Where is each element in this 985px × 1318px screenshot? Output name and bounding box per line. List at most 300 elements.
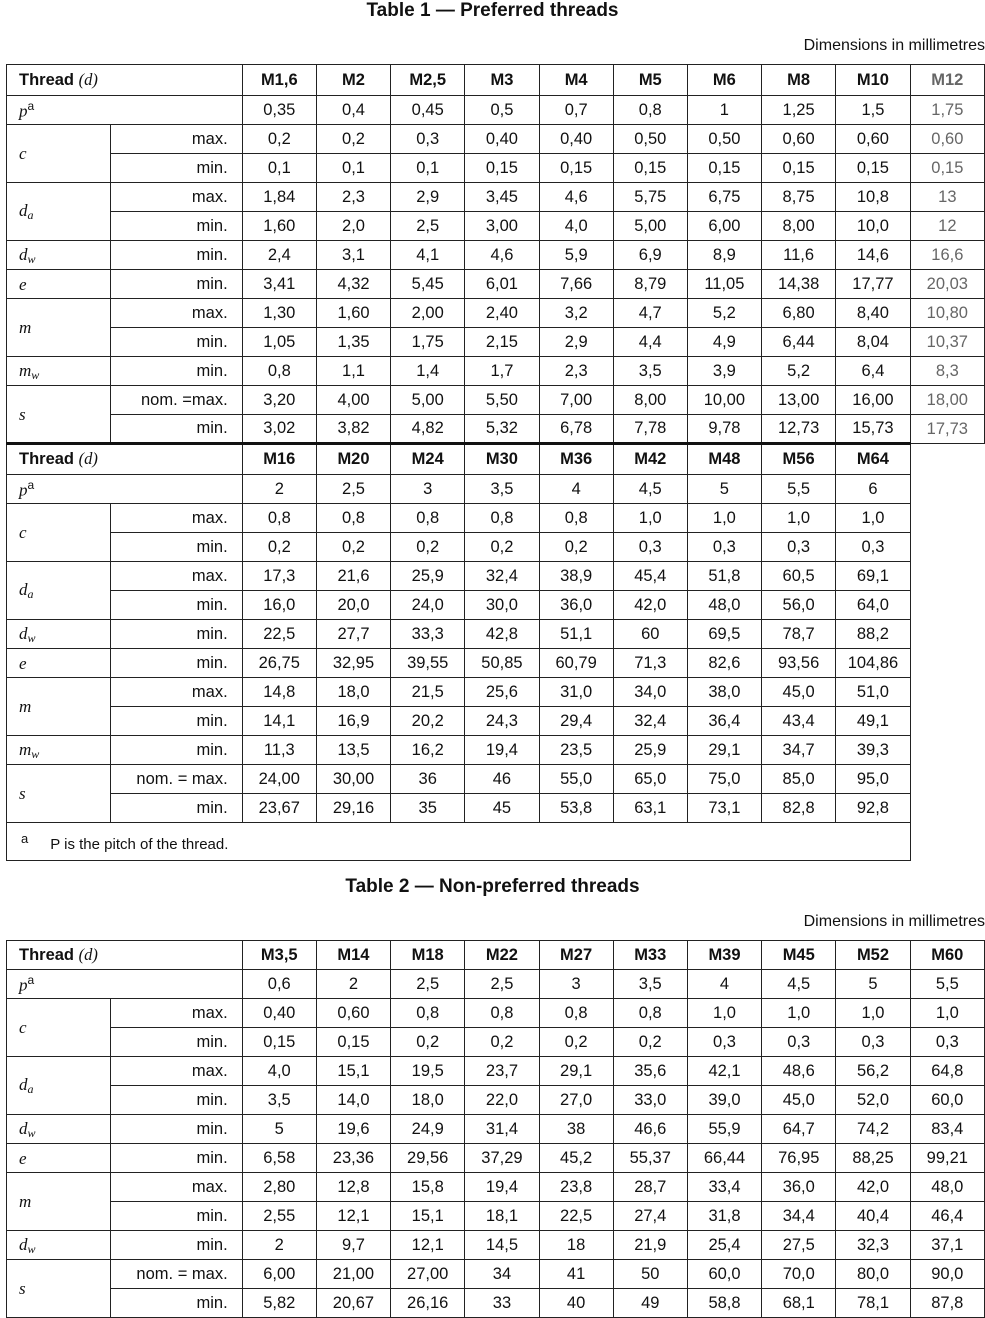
symbol-cell [7, 270, 111, 299]
value-cell: 0,6 [242, 970, 316, 999]
value-cell: 2 [242, 475, 316, 504]
value-cell: 90,0 [910, 1260, 984, 1289]
value-cell: 2,5 [391, 212, 465, 241]
symbol-cell [7, 241, 111, 270]
table-row [7, 1115, 985, 1144]
value-cell: 0,2 [539, 1028, 613, 1057]
table-row [7, 620, 985, 649]
table-row [7, 328, 985, 357]
value-cell: 60,0 [910, 1086, 984, 1115]
value-cell: 5,9 [539, 241, 613, 270]
table-row [7, 562, 985, 591]
value-cell: 99,21 [910, 1144, 984, 1173]
symbol-cell [7, 1260, 111, 1318]
value-cell: 22,5 [242, 620, 316, 649]
value-cell: 29,56 [391, 1144, 465, 1173]
value-cell: 7,66 [539, 270, 613, 299]
value-cell: 87,8 [910, 1289, 984, 1318]
value-cell: 1,0 [910, 999, 984, 1028]
value-cell: 31,4 [465, 1115, 539, 1144]
value-cell: 4,1 [391, 241, 465, 270]
value-cell: 5,45 [391, 270, 465, 299]
table2-non-preferred-threads [6, 940, 985, 1318]
footnote-row [7, 823, 985, 861]
symbol: e [19, 1148, 27, 1168]
symbol: s [19, 1279, 26, 1298]
limit-label: min. [111, 357, 242, 386]
limit-label: nom. = max. [111, 1260, 242, 1289]
value-cell: 17,73 [910, 415, 984, 444]
value-cell: 3,20 [242, 386, 316, 415]
symbol: s [19, 404, 26, 424]
symbol: e [19, 653, 27, 673]
value-cell: 16,9 [316, 707, 390, 736]
value-cell: 36,0 [762, 1173, 836, 1202]
value-cell: 93,56 [762, 649, 836, 678]
value-cell: 1,0 [836, 504, 910, 533]
value-cell: 40 [539, 1289, 613, 1318]
symbol: p [19, 975, 28, 995]
value-cell: 13,00 [762, 386, 836, 415]
table-row [7, 386, 985, 415]
value-cell: 6,00 [242, 1260, 316, 1289]
value-cell: 0,8 [539, 504, 613, 533]
value-cell: 30,0 [465, 591, 539, 620]
value-cell: 16,6 [910, 241, 984, 270]
symbol: p [19, 480, 28, 500]
value-cell: 46,6 [613, 1115, 687, 1144]
symbol: c [19, 1018, 27, 1037]
value-cell: 16,0 [242, 591, 316, 620]
table1-caption: Table 1 — Preferred threads [366, 0, 619, 21]
table-row [7, 270, 985, 299]
value-cell: 6,01 [465, 270, 539, 299]
value-cell: 2 [242, 1231, 316, 1260]
symbol-cell [7, 1115, 111, 1144]
thread-size-header: M6 [687, 65, 761, 96]
table-row [7, 475, 985, 504]
value-cell: 29,1 [539, 1057, 613, 1086]
value-cell: 32,95 [316, 649, 390, 678]
value-cell: 3,5 [613, 970, 687, 999]
value-cell: 1,75 [391, 328, 465, 357]
value-cell: 0,3 [391, 125, 465, 154]
value-cell: 4,6 [539, 183, 613, 212]
value-cell: 6,80 [762, 299, 836, 328]
value-cell: 38 [539, 1115, 613, 1144]
value-cell: 2,9 [539, 328, 613, 357]
value-cell: 0,3 [762, 533, 836, 562]
value-cell: 39,55 [391, 649, 465, 678]
symbol: m [19, 697, 32, 716]
value-cell: 4,9 [687, 328, 761, 357]
value-cell: 1,0 [762, 504, 836, 533]
value-cell: 73,1 [687, 794, 761, 823]
value-cell: 23,8 [539, 1173, 613, 1202]
limit-label: min. [111, 1115, 242, 1144]
value-cell: 15,1 [316, 1057, 390, 1086]
table-row [7, 212, 985, 241]
value-cell: 64,0 [836, 591, 910, 620]
value-cell: 0,50 [687, 125, 761, 154]
table1-preferred-threads [6, 64, 985, 861]
value-cell: 64,7 [762, 1115, 836, 1144]
limit-label: max. [111, 504, 242, 533]
value-cell: 5,32 [465, 415, 539, 444]
thread-size-header: M14 [316, 941, 390, 970]
symbol: m [19, 360, 32, 380]
limit-label: min. [111, 620, 242, 649]
table-row [7, 183, 985, 212]
value-cell: 0,8 [539, 999, 613, 1028]
empty-cell [910, 736, 984, 765]
value-cell: 64,8 [910, 1057, 984, 1086]
table-row [7, 1260, 985, 1289]
symbol-cell [7, 649, 111, 678]
value-cell: 1,30 [242, 299, 316, 328]
symbol-subscript: a [27, 587, 34, 601]
value-cell: 12,73 [762, 415, 836, 444]
value-cell: 50 [613, 1260, 687, 1289]
footnote-text: P is the pitch of the thread. [50, 835, 229, 853]
value-cell: 2,4 [242, 241, 316, 270]
value-cell: 0,1 [391, 154, 465, 183]
value-cell: 15,8 [391, 1173, 465, 1202]
table-row [7, 1289, 985, 1318]
footnote [7, 823, 911, 861]
table-row [7, 299, 985, 328]
symbol: d [19, 1075, 28, 1094]
value-cell: 3,5 [242, 1086, 316, 1115]
symbol-cell [7, 299, 111, 357]
value-cell: 6,58 [242, 1144, 316, 1173]
thread-size-header: M8 [762, 65, 836, 96]
table-row [7, 1202, 985, 1231]
value-cell: 42,8 [465, 620, 539, 649]
value-cell: 22,0 [465, 1086, 539, 1115]
value-cell: 0,2 [242, 533, 316, 562]
value-cell: 74,2 [836, 1115, 910, 1144]
value-cell: 88,25 [836, 1144, 910, 1173]
value-cell: 10,37 [910, 328, 984, 357]
table-row [7, 1173, 985, 1202]
value-cell: 0,45 [391, 96, 465, 125]
value-cell: 6,75 [687, 183, 761, 212]
value-cell: 13 [910, 183, 984, 212]
value-cell: 9,78 [687, 415, 761, 444]
table-row [7, 154, 985, 183]
value-cell: 38,9 [539, 562, 613, 591]
value-cell: 1,5 [836, 96, 910, 125]
value-cell: 8,00 [762, 212, 836, 241]
value-cell: 0,15 [687, 154, 761, 183]
value-cell: 2,3 [539, 357, 613, 386]
value-cell: 12,1 [316, 1202, 390, 1231]
value-cell: 2,3 [316, 183, 390, 212]
value-cell: 28,7 [613, 1173, 687, 1202]
value-cell: 51,0 [836, 678, 910, 707]
value-cell: 88,2 [836, 620, 910, 649]
value-cell: 0,5 [465, 96, 539, 125]
symbol: e [19, 274, 27, 294]
value-cell: 2,5 [391, 970, 465, 999]
value-cell: 27,5 [762, 1231, 836, 1260]
symbol-cell [7, 765, 111, 823]
value-cell: 3,5 [465, 475, 539, 504]
thread-size-header: M48 [687, 444, 761, 475]
value-cell: 42,1 [687, 1057, 761, 1086]
thread-size-header: M18 [391, 941, 465, 970]
value-cell: 25,4 [687, 1231, 761, 1260]
thread-size-header: M52 [836, 941, 910, 970]
empty-cell [910, 794, 984, 823]
value-cell: 34,7 [762, 736, 836, 765]
value-cell: 0,15 [836, 154, 910, 183]
value-cell: 1,0 [687, 999, 761, 1028]
value-cell: 34,4 [762, 1202, 836, 1231]
empty-cell [910, 707, 984, 736]
value-cell: 1,25 [762, 96, 836, 125]
limit-label: min. [111, 533, 242, 562]
value-cell: 25,6 [465, 678, 539, 707]
value-cell: 0,8 [391, 999, 465, 1028]
value-cell: 24,00 [242, 765, 316, 794]
symbol-subscript: w [27, 1241, 36, 1256]
thread-label-cell [7, 941, 243, 970]
value-cell: 1,60 [316, 299, 390, 328]
value-cell: 4,4 [613, 328, 687, 357]
value-cell: 83,4 [910, 1115, 984, 1144]
empty-cell [910, 562, 984, 591]
symbol-cell [7, 620, 111, 649]
value-cell: 11,05 [687, 270, 761, 299]
value-cell: 0,2 [316, 125, 390, 154]
thread-size-header: M39 [687, 941, 761, 970]
value-cell: 7,78 [613, 415, 687, 444]
value-cell: 22,5 [539, 1202, 613, 1231]
thread-size-header: M60 [910, 941, 984, 970]
value-cell: 1,60 [242, 212, 316, 241]
table-row [7, 649, 985, 678]
thread-size-header: M12 [910, 65, 984, 96]
value-cell: 49 [613, 1289, 687, 1318]
value-cell: 23,36 [316, 1144, 390, 1173]
value-cell: 1,0 [687, 504, 761, 533]
symbol: c [19, 144, 27, 163]
value-cell: 48,0 [910, 1173, 984, 1202]
thread-variable: (d) [78, 69, 98, 89]
value-cell: 55,9 [687, 1115, 761, 1144]
value-cell: 4,7 [613, 299, 687, 328]
value-cell: 14,5 [465, 1231, 539, 1260]
value-cell: 69,5 [687, 620, 761, 649]
value-cell: 6,00 [687, 212, 761, 241]
value-cell: 12,1 [391, 1231, 465, 1260]
value-cell: 0,2 [242, 125, 316, 154]
value-cell: 46,4 [910, 1202, 984, 1231]
value-cell: 2,55 [242, 1202, 316, 1231]
value-cell: 17,77 [836, 270, 910, 299]
value-cell: 4,32 [316, 270, 390, 299]
value-cell: 8,04 [836, 328, 910, 357]
value-cell: 0,15 [465, 154, 539, 183]
value-cell: 0,1 [242, 154, 316, 183]
symbol-subscript: a [27, 208, 34, 222]
value-cell: 65,0 [613, 765, 687, 794]
value-cell: 6,44 [762, 328, 836, 357]
value-cell: 6,9 [613, 241, 687, 270]
value-cell: 24,9 [391, 1115, 465, 1144]
value-cell: 20,0 [316, 591, 390, 620]
value-cell: 5,50 [465, 386, 539, 415]
value-cell: 2,9 [391, 183, 465, 212]
value-cell: 43,4 [762, 707, 836, 736]
value-cell: 49,1 [836, 707, 910, 736]
value-cell: 70,0 [762, 1260, 836, 1289]
value-cell: 0,40 [539, 125, 613, 154]
value-cell: 0,8 [242, 357, 316, 386]
table-row [7, 241, 985, 270]
value-cell: 0,60 [836, 125, 910, 154]
value-cell: 1,05 [242, 328, 316, 357]
value-cell: 32,3 [836, 1231, 910, 1260]
limit-label: max. [111, 1057, 242, 1086]
table-row [7, 415, 985, 444]
value-cell: 0,60 [910, 125, 984, 154]
symbol-cell [7, 970, 243, 999]
value-cell: 15,73 [836, 415, 910, 444]
value-cell: 8,40 [836, 299, 910, 328]
value-cell: 18 [539, 1231, 613, 1260]
value-cell: 60 [613, 620, 687, 649]
value-cell: 26,16 [391, 1289, 465, 1318]
value-cell: 0,3 [687, 1028, 761, 1057]
value-cell: 2,15 [465, 328, 539, 357]
value-cell: 0,3 [762, 1028, 836, 1057]
value-cell: 78,1 [836, 1289, 910, 1318]
table-row [7, 1028, 985, 1057]
value-cell: 10,8 [836, 183, 910, 212]
value-cell: 5,00 [391, 386, 465, 415]
thread-size-header: M2,5 [391, 65, 465, 96]
value-cell: 0,2 [613, 1028, 687, 1057]
value-cell: 8,79 [613, 270, 687, 299]
value-cell: 1,4 [391, 357, 465, 386]
value-cell: 23,7 [465, 1057, 539, 1086]
value-cell: 48,0 [687, 591, 761, 620]
symbol-cell [7, 96, 243, 125]
table-row [7, 1057, 985, 1086]
table-row [7, 736, 985, 765]
value-cell: 42,0 [836, 1173, 910, 1202]
symbol: d [19, 623, 28, 643]
value-cell: 21,6 [316, 562, 390, 591]
value-cell: 23,5 [539, 736, 613, 765]
value-cell: 0,15 [539, 154, 613, 183]
symbol-cell [7, 504, 111, 562]
table-row [7, 765, 985, 794]
symbol-cell [7, 999, 111, 1057]
value-cell: 0,2 [316, 533, 390, 562]
symbol: s [19, 784, 26, 803]
value-cell: 11,6 [762, 241, 836, 270]
value-cell: 45,4 [613, 562, 687, 591]
value-cell: 0,2 [391, 1028, 465, 1057]
table-row [7, 1144, 985, 1173]
value-cell: 33 [465, 1289, 539, 1318]
value-cell: 41 [539, 1260, 613, 1289]
value-cell: 3,45 [465, 183, 539, 212]
limit-label: nom. = max. [111, 765, 242, 794]
value-cell: 27,00 [391, 1260, 465, 1289]
symbol: d [19, 201, 28, 220]
value-cell: 3 [539, 970, 613, 999]
symbol-cell [7, 736, 111, 765]
value-cell: 1,0 [762, 999, 836, 1028]
value-cell: 51,1 [539, 620, 613, 649]
value-cell: 26,75 [242, 649, 316, 678]
value-cell: 5,2 [687, 299, 761, 328]
value-cell: 46 [465, 765, 539, 794]
symbol-cell [7, 1173, 111, 1231]
value-cell: 45 [465, 794, 539, 823]
limit-label: min. [111, 707, 242, 736]
value-cell: 0,15 [910, 154, 984, 183]
limit-label: nom. =max. [111, 386, 242, 415]
value-cell: 24,0 [391, 591, 465, 620]
value-cell: 37,29 [465, 1144, 539, 1173]
value-cell: 0,8 [613, 999, 687, 1028]
table-row [7, 591, 985, 620]
symbol-cell [7, 1057, 111, 1115]
limit-label: min. [111, 1202, 242, 1231]
value-cell: 0,8 [242, 504, 316, 533]
value-cell: 1,84 [242, 183, 316, 212]
table-row [7, 96, 985, 125]
value-cell: 3,41 [242, 270, 316, 299]
limit-label: max. [111, 562, 242, 591]
value-cell: 1 [687, 96, 761, 125]
value-cell: 0,15 [316, 1028, 390, 1057]
value-cell: 53,8 [539, 794, 613, 823]
value-cell: 66,44 [687, 1144, 761, 1173]
value-cell: 14,6 [836, 241, 910, 270]
symbol-superscript: a [27, 478, 35, 493]
empty-cell [910, 620, 984, 649]
value-cell: 16,2 [391, 736, 465, 765]
thread-variable: (d) [78, 944, 98, 964]
value-cell: 82,6 [687, 649, 761, 678]
value-cell: 33,4 [687, 1173, 761, 1202]
value-cell: 6,4 [836, 357, 910, 386]
thread-size-header: M27 [539, 941, 613, 970]
value-cell: 12 [910, 212, 984, 241]
value-cell: 68,1 [762, 1289, 836, 1318]
value-cell: 5 [836, 970, 910, 999]
value-cell: 37,1 [910, 1231, 984, 1260]
value-cell: 14,8 [242, 678, 316, 707]
value-cell: 82,8 [762, 794, 836, 823]
value-cell: 1,35 [316, 328, 390, 357]
value-cell: 2,5 [316, 475, 390, 504]
limit-label: max. [111, 183, 242, 212]
value-cell: 30,00 [316, 765, 390, 794]
empty-cell [910, 823, 984, 861]
thread-label-cell [7, 65, 243, 96]
value-cell: 19,6 [316, 1115, 390, 1144]
thread-size-header: M33 [613, 941, 687, 970]
value-cell: 32,4 [613, 707, 687, 736]
